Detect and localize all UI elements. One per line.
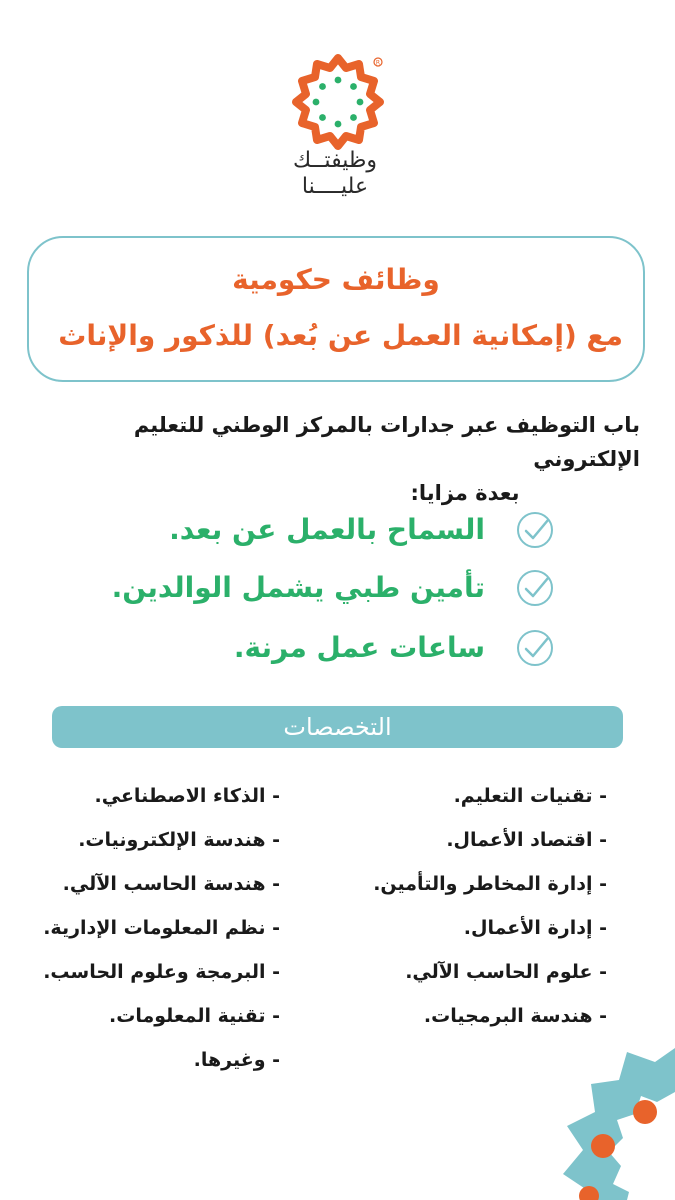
benefit-text: تأمين طبي يشمل الوالدين. — [111, 571, 485, 604]
benefit-text: ساعات عمل مرنة. — [233, 631, 485, 664]
svg-text:R: R — [375, 59, 381, 67]
check-circle-icon — [515, 568, 555, 608]
specialization-item: - هندسة الحاسب الآلي. — [62, 873, 280, 895]
headline-title: وظائف حكومية — [232, 263, 440, 296]
decorative-gear-icon — [495, 1040, 675, 1200]
check-circle-icon — [515, 628, 555, 668]
headline-box — [27, 236, 645, 382]
specialization-item: - اقتصاد الأعمال. — [446, 829, 607, 851]
check-circle-icon — [515, 510, 555, 550]
brand-line-1: وظيفتــك — [293, 148, 377, 173]
brand-name — [260, 148, 410, 200]
brand-line-2: عليــــنا — [301, 174, 369, 199]
specialization-item: - وغيرها. — [193, 1049, 280, 1071]
specialization-item: - نظم المعلومات الإدارية. — [43, 917, 280, 939]
specialization-item: - علوم الحاسب الآلي. — [405, 961, 607, 983]
intro-text — [30, 408, 640, 510]
specializations-right-column — [327, 780, 607, 1044]
specialization-item: - الذكاء الاصطناعي. — [94, 785, 280, 807]
specializations-header: التخصصات — [52, 706, 623, 748]
specialization-item: - البرمجة وعلوم الحاسب. — [43, 961, 280, 983]
intro-line-2: بعدة مزايا: — [410, 481, 520, 505]
specialization-item: - تقنية المعلومات. — [109, 1005, 280, 1027]
benefit-text: السماح بالعمل عن بعد. — [169, 513, 485, 546]
specialization-item: - إدارة الأعمال. — [463, 917, 607, 939]
headline-subtitle: مع (إمكانية العمل عن بُعد) للذكور والإناث — [58, 319, 623, 352]
specialization-item: - إدارة المخاطر والتأمين. — [373, 873, 607, 895]
brand-logo-icon — [288, 52, 388, 152]
intro-line-1: باب التوظيف عبر جدارات بالمركز الوطني للتعليم الإلكتروني — [133, 413, 640, 471]
benefit-item — [234, 628, 555, 668]
specialization-item: - تقنيات التعليم. — [453, 785, 607, 807]
specialization-item: - هندسة البرمجيات. — [423, 1005, 607, 1027]
specializations-left-column — [10, 780, 280, 1088]
benefit-item — [169, 510, 555, 550]
specialization-item: - هندسة الإلكترونيات. — [78, 829, 280, 851]
benefit-item — [112, 568, 555, 608]
